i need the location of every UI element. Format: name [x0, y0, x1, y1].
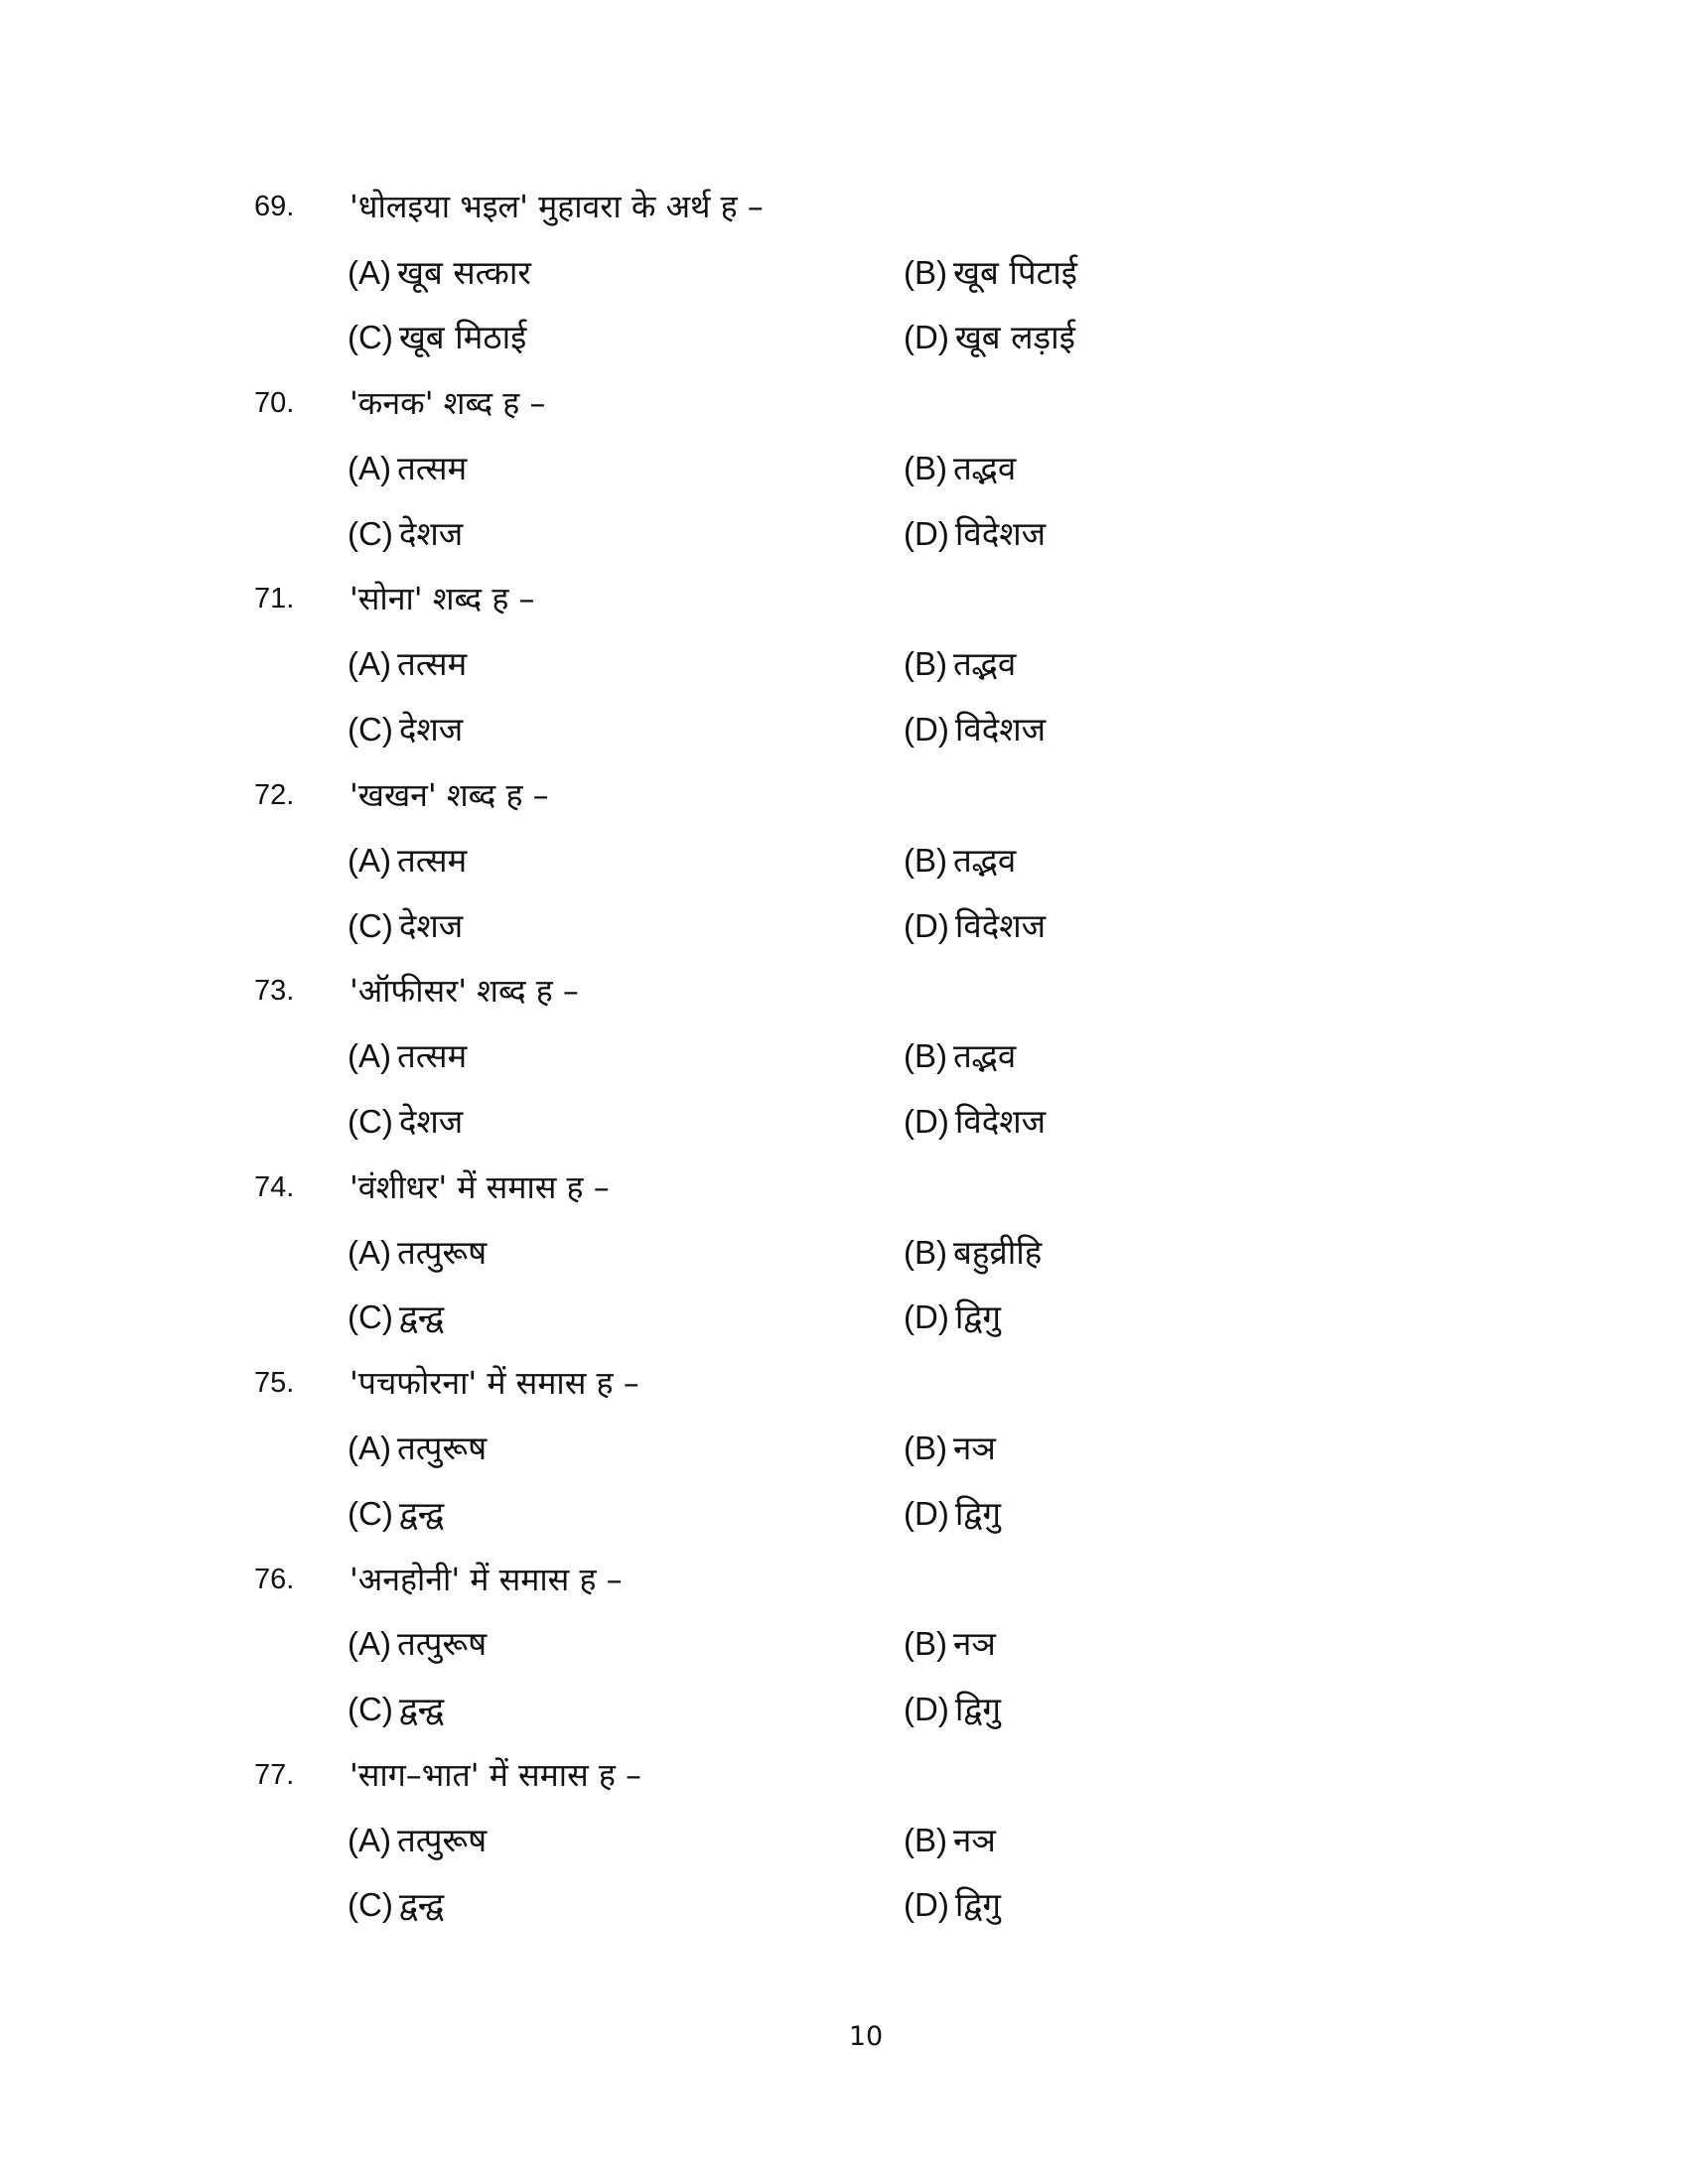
option-text: खूब पिटाई	[953, 253, 1077, 292]
option-d	[904, 708, 1046, 751]
option-text: नञ	[953, 1624, 996, 1663]
question-text: 'धोलइया भइल' मुहावरा के अर्थ ह –	[350, 188, 764, 225]
option-text: द्विगु	[954, 1885, 1001, 1924]
option-b	[904, 642, 1016, 686]
option-c	[348, 1688, 444, 1731]
option-label: (A)	[348, 1234, 391, 1271]
question-number: 70.	[254, 387, 295, 419]
option-text: तत्पुरूष	[397, 1429, 488, 1467]
option-text: खूब लड़ाई	[954, 318, 1075, 356]
option-label: (B)	[904, 450, 947, 486]
option-b	[904, 447, 1016, 490]
option-text: द्विगु	[954, 1297, 1001, 1336]
question-text: 'खखन' शब्द ह –	[350, 776, 549, 814]
page-number: 10	[848, 2021, 884, 2052]
option-text: तत्पुरूष	[397, 1821, 488, 1859]
option-text: द्विगु	[954, 1690, 1001, 1728]
question-number: 73.	[254, 975, 295, 1007]
option-d	[904, 904, 1046, 948]
option-label: (D)	[904, 1298, 949, 1335]
option-c	[348, 1883, 444, 1927]
option-label: (D)	[904, 1495, 949, 1532]
option-label: (D)	[904, 1886, 949, 1923]
question-text: 'पचफोरना' में समास ह –	[350, 1364, 639, 1402]
question-number: 71.	[254, 583, 295, 614]
option-label: (D)	[904, 515, 949, 552]
option-text: द्वन्द्व	[398, 1885, 445, 1924]
option-label: (C)	[348, 711, 393, 748]
option-text: देशज	[398, 906, 464, 945]
option-b	[904, 1819, 996, 1862]
option-text: तद्भव	[953, 644, 1017, 683]
option-label: (B)	[904, 645, 947, 682]
option-label: (D)	[904, 907, 949, 944]
option-a	[348, 1034, 467, 1078]
option-b	[904, 1231, 1042, 1275]
option-text: द्वन्द्व	[398, 1494, 445, 1533]
option-d	[904, 1100, 1046, 1144]
option-b	[904, 251, 1077, 295]
option-text: तत्पुरूष	[397, 1624, 488, 1663]
option-text: तद्भव	[953, 841, 1017, 880]
option-label: (A)	[348, 450, 391, 486]
option-label: (B)	[904, 254, 947, 291]
option-text: देशज	[398, 710, 464, 749]
option-label: (A)	[348, 645, 391, 682]
option-c	[348, 1296, 444, 1339]
option-c	[348, 1100, 463, 1144]
option-text: तत्सम	[397, 1036, 468, 1075]
option-c	[348, 512, 463, 556]
option-label: (A)	[348, 842, 391, 879]
question-text: 'साग–भात' में समास ह –	[350, 1756, 642, 1794]
option-label: (D)	[904, 1103, 949, 1140]
option-label: (C)	[348, 1691, 393, 1727]
option-label: (A)	[348, 1822, 391, 1858]
option-text: तत्सम	[397, 449, 468, 487]
option-text: द्वन्द्व	[398, 1690, 445, 1728]
option-a	[348, 251, 531, 295]
option-label: (C)	[348, 319, 393, 355]
option-text: देशज	[398, 514, 464, 553]
option-label: (A)	[348, 1037, 391, 1074]
option-text: खूब मिठाई	[398, 318, 527, 356]
option-text: देशज	[398, 1102, 464, 1141]
option-a	[348, 839, 467, 883]
option-text: तद्भव	[953, 1036, 1017, 1075]
option-d	[904, 1688, 1001, 1731]
option-label: (C)	[348, 1495, 393, 1532]
option-text: विदेशज	[954, 710, 1047, 749]
question-number: 69.	[254, 191, 295, 222]
option-label: (D)	[904, 1691, 949, 1727]
option-c	[348, 1492, 444, 1536]
option-text: विदेशज	[954, 906, 1047, 945]
option-b	[904, 1427, 996, 1470]
option-d	[904, 1883, 1001, 1927]
question-number: 74.	[254, 1171, 295, 1203]
question-text: 'वंशीधर' में समास ह –	[350, 1168, 610, 1206]
option-label: (A)	[348, 254, 391, 291]
option-b	[904, 1034, 1016, 1078]
question-number: 72.	[254, 779, 295, 811]
option-label: (C)	[348, 1886, 393, 1923]
option-c	[348, 708, 463, 751]
option-text: खूब सत्कार	[397, 253, 531, 292]
option-text: तद्भव	[953, 449, 1017, 487]
option-text: विदेशज	[954, 1102, 1047, 1141]
option-b	[904, 1622, 996, 1666]
option-label: (C)	[348, 1103, 393, 1140]
option-d	[904, 316, 1075, 359]
option-label: (C)	[348, 515, 393, 552]
option-c	[348, 904, 463, 948]
option-label: (D)	[904, 319, 949, 355]
option-d	[904, 1492, 1001, 1536]
option-label: (C)	[348, 907, 393, 944]
question-number: 76.	[254, 1564, 295, 1595]
option-text: विदेशज	[954, 514, 1047, 553]
option-a	[348, 642, 467, 686]
option-a	[348, 1427, 487, 1470]
option-text: द्वन्द्व	[398, 1297, 445, 1336]
option-label: (B)	[904, 1234, 947, 1271]
option-a	[348, 1819, 487, 1862]
question-number: 75.	[254, 1367, 295, 1399]
option-b	[904, 839, 1016, 883]
option-a	[348, 1622, 487, 1666]
option-text: बहुव्रीहि	[953, 1233, 1043, 1272]
option-label: (B)	[904, 1037, 947, 1074]
option-text: नञ	[953, 1821, 996, 1859]
option-label: (D)	[904, 711, 949, 748]
option-text: तत्सम	[397, 841, 468, 880]
question-text: 'सोना' शब्द ह –	[350, 580, 535, 617]
question-number: 77.	[254, 1759, 295, 1791]
option-text: द्विगु	[954, 1494, 1001, 1533]
option-label: (A)	[348, 1625, 391, 1662]
question-text: 'अनहोनी' में समास ह –	[350, 1561, 623, 1598]
option-text: तत्सम	[397, 644, 468, 683]
option-label: (C)	[348, 1298, 393, 1335]
option-label: (A)	[348, 1430, 391, 1466]
option-d	[904, 512, 1046, 556]
option-d	[904, 1296, 1001, 1339]
option-label: (B)	[904, 842, 947, 879]
option-a	[348, 1231, 487, 1275]
option-a	[348, 447, 467, 490]
option-label: (B)	[904, 1625, 947, 1662]
option-text: नञ	[953, 1429, 996, 1467]
question-text: 'ऑफीसर' शब्द ह –	[350, 972, 579, 1010]
option-label: (B)	[904, 1822, 947, 1858]
option-label: (B)	[904, 1430, 947, 1466]
option-text: तत्पुरूष	[397, 1233, 488, 1272]
question-text: 'कनक' शब्द ह –	[350, 384, 546, 422]
option-c	[348, 316, 526, 359]
